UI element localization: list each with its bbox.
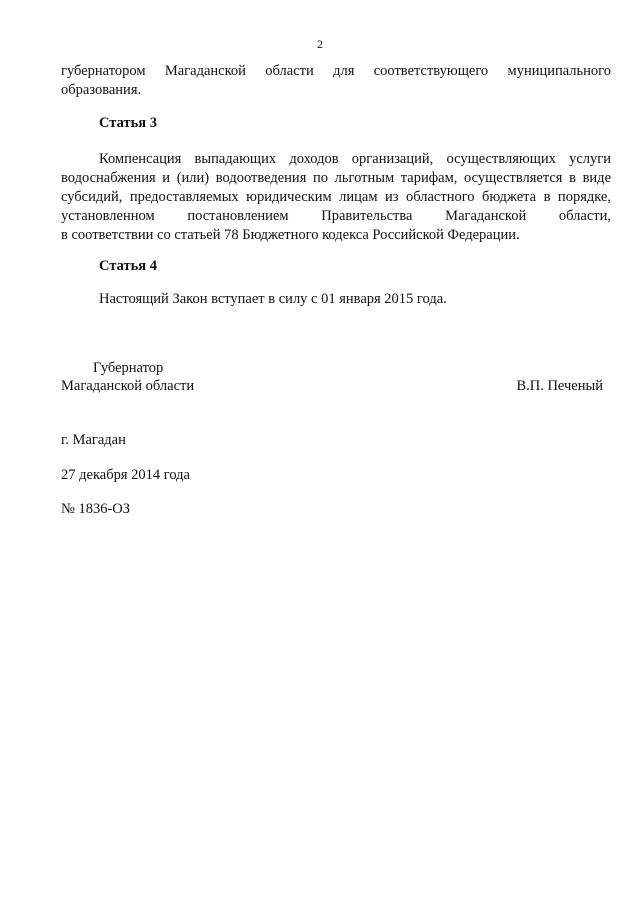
article-3-line-4: установленном постановлением Правительства Магаданской области, [61,208,611,224]
signing-date: 27 декабря 2014 года [61,467,190,483]
article-3-line-5: в соответствии со статьей 78 Бюджетного кодекса Российской Федерации. [61,227,520,243]
signature-name: В.П. Печеный [516,378,603,394]
article-4-heading: Статья 4 [99,258,157,274]
page-number: 2 [317,37,323,51]
continuation-line-1: губернатором Магаданской области для соответствующего муниципального [61,63,611,79]
continuation-line-2: образования. [61,82,142,98]
article-3-heading: Статья 3 [99,115,157,131]
signature-position-line-2: Магаданской области [61,378,195,394]
article-3-line-2: водоснабжения и (или) водоотведения по льготным тарифам, осуществляется в виде [61,170,611,186]
signature-position-line-1: Губернатор [93,360,164,376]
article-3-paragraph [61,150,611,245]
article-3-line-3: субсидий, предоставляемых юридическим лицам из областного бюджета в порядке, [61,189,611,205]
article-3-line-1: Компенсация выпадающих доходов организаций, осуществляющих услуги [99,151,611,167]
article-4-text: Настоящий Закон вступает в силу с 01 января 2015 года. [99,291,447,307]
law-number: № 1836-ОЗ [61,501,131,517]
continuation-paragraph [61,62,611,100]
place-of-signing: г. Магадан [61,432,126,448]
